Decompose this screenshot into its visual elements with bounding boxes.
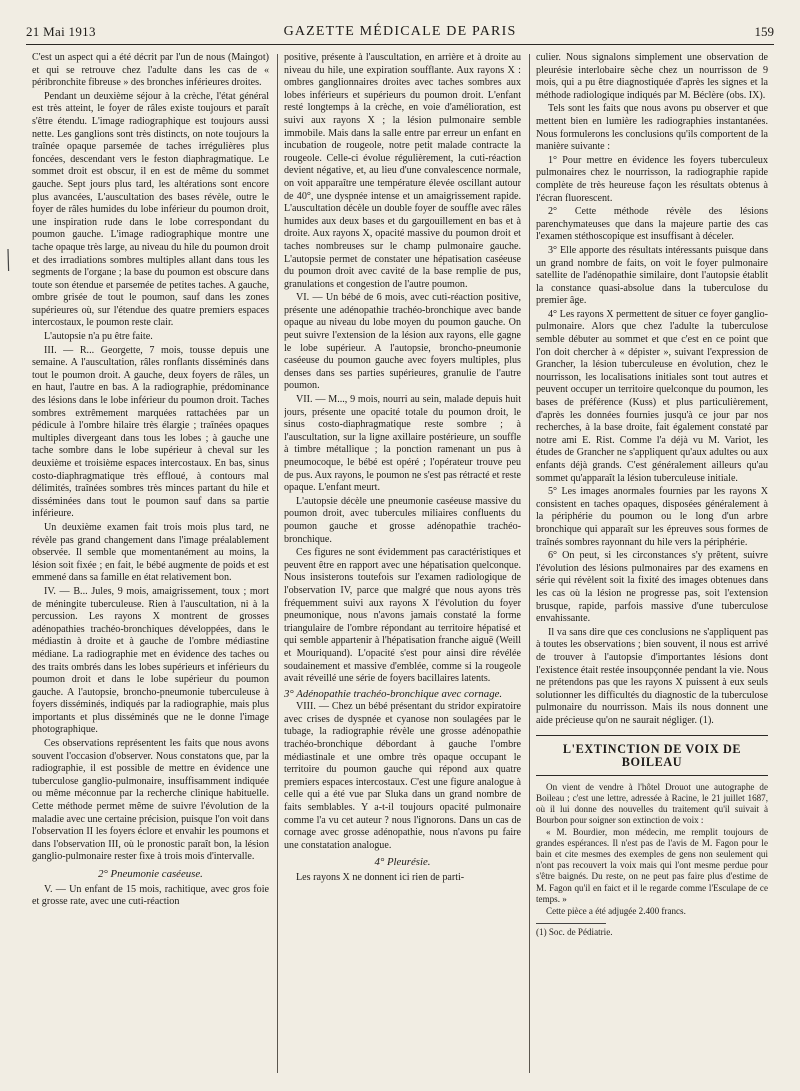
page-header xyxy=(26,24,774,45)
paragraph: 2° Cette méthode révèle des lésions parenchymateuses que dans la majeure partie des cas l'examen stéthoscopique est insuffisant à déceler. xyxy=(536,206,768,243)
paragraph: Ces figures ne sont évidemment pas caractéristiques et peuvent être en rapport avec une hépatisation quelconque. Nous insisterons toutefois sur l'examen radiologique de l'observation IV, parce que malgré que nous ayons très fréquemment suivi aux rayons X l'évolution du foyer pneumonique, nous n'avons jamais constaté la forme triangulaire de l'ombre répondant au territoire hépatisé et qui semble appartenir à l'hépatisation franche aiguë (Weill et Mouriquand). L'opacité s'est pour ainsi dire révélée soudainement et massive d'emblée, comme si la rougeole avait réveillé une série de foyers bacillaires latents. xyxy=(284,547,521,685)
section-heading: 3° Adénopathie trachéo-bronchique avec cornage. xyxy=(284,687,503,700)
paragraph: Les rayons X ne donnent ici rien de parti- xyxy=(296,872,465,883)
paragraph: L'autopsie n'a pu être faite. xyxy=(44,331,153,343)
column-3 xyxy=(536,52,768,1077)
header-title: GAZETTE MÉDICALE DE PARIS xyxy=(283,24,517,39)
paragraph: « M. Bourdier, mon médecin, me remplit toujours de grandes espérances. Il n'est pas de l'avis de M. Fagon pour le bain et cite mesmes des exemples de gens non seulement qui n'ont pas recouvert la voix mais qui l'ont mesme perdue pour s'être baignés. Du reste, on ne peut pas faire plus d'estime de M. Fagon qu'il en faict et il le regarde comme l'Esculape de ce temps. » xyxy=(536,827,768,904)
paragraph: 4° Les rayons X permettent de situer ce foyer ganglio-pulmonaire. Alors que chez l'adulte la tuberculose semble débuter au sommet et que c'est en ce point que l'on doit chercher à « dépister », suivant l'expression de Grancher, la lésion tuberculeuse en évolution, chez le nourrisson, les localisations initiales sont tout autres et peuvent occuper un territoire quelconque du poumon, les bases de préférence (Kuss) et plus particulièrement, d'après les données fournies jusqu'à ce jour par nos recherches, à la base droite, fait également constaté par notre ami E. Rist. Comme l'a déjà vu M. Variot, les études de Grancher ne s'appliquent qu'aux adultes ou aux enfants déjà grands. C'est généralement ailleurs qu'au sommet qu'apparaît la lésion tuberculeuse initiale. xyxy=(536,308,768,484)
article-title-box xyxy=(536,735,768,775)
section-heading: 2° Pneumonie caséeuse. xyxy=(98,868,203,880)
paragraph: L'autopsie décèle une pneumonie caséeuse massive du poumon droit, avec tubercules miliaires confluents du poumon gauche et grosse adénopathie trachéo-bronchique. xyxy=(284,495,521,545)
margin-pencil-mark xyxy=(6,249,10,271)
article-title: L'EXTINCTION DE VOIX DE BOILEAU xyxy=(562,742,742,770)
section-heading: 4° Pleurésie. xyxy=(374,856,431,869)
paragraph: On vient de vendre à l'hôtel Drouot une autographe de Boileau ; c'est une lettre, adressée à Racine, le 21 juillet 1687, où il lui donne des nouvelles du traitement qu'il suivait à Bourbon pour soigner son extinction de voix : xyxy=(536,781,768,825)
paragraph: III. — R... Georgette, 7 mois, tousse depuis une semaine. A l'auscultation, râles ronflants disséminés dans tout le poumon droit. A gauche, deux foyers de râles, un en haut, l'autre en bas. A la radiographie, prédominance des lésions dans le lobe inférieur du poumon droit. Taches sombres extrêmement marquées rattachées par un pédicule à l'ombre hilaire très élargie ; traînées opaques multiples divergeant dans tous les lobes ; à gauche une tache sombre dans le lobe supérieur à cheval sur les deuxième et troisième espaces intercostaux. En bas, sinus costo-diaphragmatique très effloué, à contours mal délimités, traînées sombres très minces partant du hile et disséminées dans tout le poumon sauf dans sa partie inférieure. xyxy=(32,344,269,520)
paragraph: culier. Nous signalons simplement une observation de pleurésie interlobaire sèche chez un nourrisson de 9 mois, qui a pu être diagnostiquée d'après les signes et la méthode radiologique indiqués par M. Béclère (obs. IX). xyxy=(536,52,768,101)
column-rule-right xyxy=(529,54,530,1073)
paragraph: IV. — B... Jules, 9 mois, amaigrissement, toux ; mort de méningite tuberculeuse. Rien à l'auscultation, ni à la percussion. Les rayons X montrent de grosses adénopathies trachéo-bronchiques développées, dans le médiastin à droite et à gauche de l'ombre médiastine médiane. La radiographie met en évidence des taches ou des traits ombrés dans les lobes supérieurs et inférieurs du poumon droit et dans le lobe supérieur du poumon gauche. A l'autopsie, broncho-pneumonie tuberculeuse à foyers disséminés, indiqués par la radiographie, mais plus importants et plus disséminés que ne le donne l'image photographique. xyxy=(32,585,269,736)
paragraph: Pendant un deuxième séjour à la crèche, l'état général est très atteint, le foyer de râles existe toujours et paraît s'être étendu. L'image radiographique est toujours aussi nette. Les ganglions sont très distincts, on note toujours la traînée opaque parsemée de taches irrégulières plus foncées, descendant vers le feston diaphragmatique. Le sommet droit est obscur, il en est de même du sommet gauche. Sept jours plus tard, les altérations sont encore plus avancées, L'auscultation des bases révèle, outre le foyer de râles humides du lobe inférieur du poumon droit, une inspiration rude dans le lobe correspondant du poumon gauche. L'image radiographique montre une tache opaque très large, au niveau du hile du poumon droit et des irradiations sombres multiples allant dans tous les segments de l'organe ; la base du poumon est obscure dans toute son étendue et parsemée de petites taches. A gauche, ombre grisée de tout le poumon, sauf dans les zones supérieures où, sur l'étendue des quatre premiers espaces intercostaux, le poumon reste clair. xyxy=(32,90,269,329)
paragraph: VIII. — Chez un bébé présentant du stridor expiratoire avec crises de dyspnée et cyanose non soulagées par le tubage, la radiographie révèle une grosse adénopathie trachéo-bronchique débordant à gauche l'ombre médiastinale et une ombre très opaque occupant le territoire du poumon gauche qui répond aux quatre premiers espaces intercostaux. C'est une figure analogue à celle qui a été vue par Sluka dans un grand nombre de faits semblables. Y a-t-il toujours opacité pulmonaire comme l'a vu cet auteur ? nous l'ignorons. Dans un cas de cornage avec grosse adénopathie, nous n'avons pu faire une constatation analogue. xyxy=(284,701,521,851)
column-2 xyxy=(284,52,521,1077)
paragraph: 6° On peut, si les circonstances s'y prêtent, suivre l'évolution des lésions pulmonaires par des examens en série qui révèlent soit la fixité des images obtenues dans les cas où la lésion ne progresse pas, soit l'extension brusque, rapide, parfois massive d'une tuberculose envahissante. xyxy=(536,550,768,625)
footnote: (1) Soc. de Pédiatrie. xyxy=(536,926,613,937)
paragraph: V. — Un enfant de 15 mois, rachitique, avec gros foie et grosse rate, avec une cuti-réaction xyxy=(32,883,269,908)
footnote-divider xyxy=(536,923,606,924)
paragraph: 5° Les images anormales fournies par les rayons X consistent en taches opaques, disposées généralement à la périphérie du poumon ou le long d'un arbre bronchique qui apparaît sur les épreuves sous formes de traînés sombres rayonnant du hile vers la périphérie. xyxy=(536,486,768,548)
paragraph: C'est un aspect qui a été décrit par l'un de nous (Maingot) et qui se retrouve chez l'adulte dans les cas de « péribronchite fibreuse » des bronches inférieures droites. xyxy=(32,52,269,89)
paragraph: Tels sont les faits que nous avons pu observer et que mettent bien en lumière les radiographies instantanées. Nous formulerons les conclusions qu'ils comportent de la manière suivante : xyxy=(536,103,768,153)
header-date: 21 Mai 1913 xyxy=(26,24,96,39)
boileau-article xyxy=(536,782,768,938)
paragraph: positive, présente à l'auscultation, en arrière et à droite au niveau du hile, une expiration soufflante. Aux rayons X : ombres ganglionnaires droites avec taches sombres aux lobes inférieurs et supérieurs du poumon droit. L'enfant resté longtemps à la crèche, en voie d'amélioration, est suivi aux rayons X ; la lésion pulmonaire semble immobile. Mais dans la salle entre par erreur un enfant en incubation de rougeole, notre petit malade contracte la rougeole. Celle-ci évolue régulièrement, la cuti-réaction devient négative, et, au lieu d'une convalescence normale, on voit apparaître une température élevée oscillant autour de 40°, une dyspnée intense et un amaigrissement rapide. L'auscultation décèle un double foyer de souffle avec râles humides aux deux bases et du gargouillement en bas et à droite. Aux rayons X, opacité massive du poumon droit et taches nombreuses sur le champ pulmonaire gauche. L'autopsie permet de constater une hépatisation caséeuse du poumon droit avec cavité de la base remplie de pus, granulations et congestion de l'autre poumon. xyxy=(284,52,521,290)
paragraph: VII. — M..., 9 mois, nourri au sein, malade depuis huit jours, présente une opacité totale du poumon droit, le sinus costo-diaphragmatique reste sombre ; à l'auscultation, sur la ligne axillaire postérieure, un souffle à timbre métallique ; la ponction ramenant un pus à pneumocoque, le bébé est opéré ; l'opérateur trouve peu de pus. Aux rayons, le poumon ne s'est pas rétracté et reste opaque. L'enfant meurt. xyxy=(284,394,521,494)
header-page-number: 159 xyxy=(754,24,774,39)
column-rule-left xyxy=(277,54,278,1073)
paragraph: Ces observations représentent les faits que nous avons souvent l'occasion d'observer. Nous constatons que, par la radiographie, il est possible de mettre en évidence une tuberculose ganglio-pulmonaire, insuffisamment indiquée ou même méconnue par la recherche clinique habituelle. Cette méthode permet même de suivre l'évolution de la maladie avec une certaine précision, puisque l'on voit dans l'observation II les foyers éclore et envahir les poumons et dans l'observation III, où le pronostic paraît bon, la lésion ganglio-pulmonaire rester fixe à trois mois d'intervalle. xyxy=(32,738,269,863)
paragraph: Il va sans dire que ces conclusions ne s'appliquent pas à toutes les observations ; bien souvent, il nous est arrivé de trouver à l'autopsie d'importantes lésions dont l'existence était restée insoupçonnée pendant la vie. Nous ne prétendons pas que les rayons X puissent à eux seuls solutionner les difficultés du diagnostic de la tuberculose pulmonaire du nourrisson. Mais ils nous donnent une aide précieuse qu'on ne saurait négliger. (1). xyxy=(536,626,768,726)
paragraph: 1° Pour mettre en évidence les foyers tuberculeux pulmonaires chez le nourrisson, la radiographie rapide complète de très heureuse façon les résultats obtenus à l'écran fluorescent. xyxy=(536,154,768,204)
paragraph: Un deuxième examen fait trois mois plus tard, ne révèle pas grand changement dans l'image préalablement observée. Il semble que momentanément au moins, la lésion soit fixée ; en fait, le bébé augmente de poids et est emmené dans sa famille en état relativement bon. xyxy=(32,521,269,584)
paragraph: 3° Elle apporte des résultats intéressants puisque dans un grand nombre de faits, on voit le foyer pulmonaire satellite de l'adénopathie similaire, dont l'autopsie établit la constance quasi-absolue dans la tuberculose du premier âge. xyxy=(536,244,768,307)
column-1 xyxy=(32,52,269,1077)
paragraph: Cette pièce a été adjugée 2.400 francs. xyxy=(546,905,686,916)
paragraph: VI. — Un bébé de 6 mois, avec cuti-réaction positive, présente une adénopathie trachéo-bronchique avec bande opaque au niveau du lobe moyen du poumon gauche. On peut suivre l'extension de la lésion aux rayons, elle gagne le lobe supérieur. A l'autopsie, broncho-pneumonie caséeuse du poumon gauche avec foyers multiples, plus denses dans ses parties supérieures, granulie de l'autre poumon. xyxy=(284,292,521,392)
